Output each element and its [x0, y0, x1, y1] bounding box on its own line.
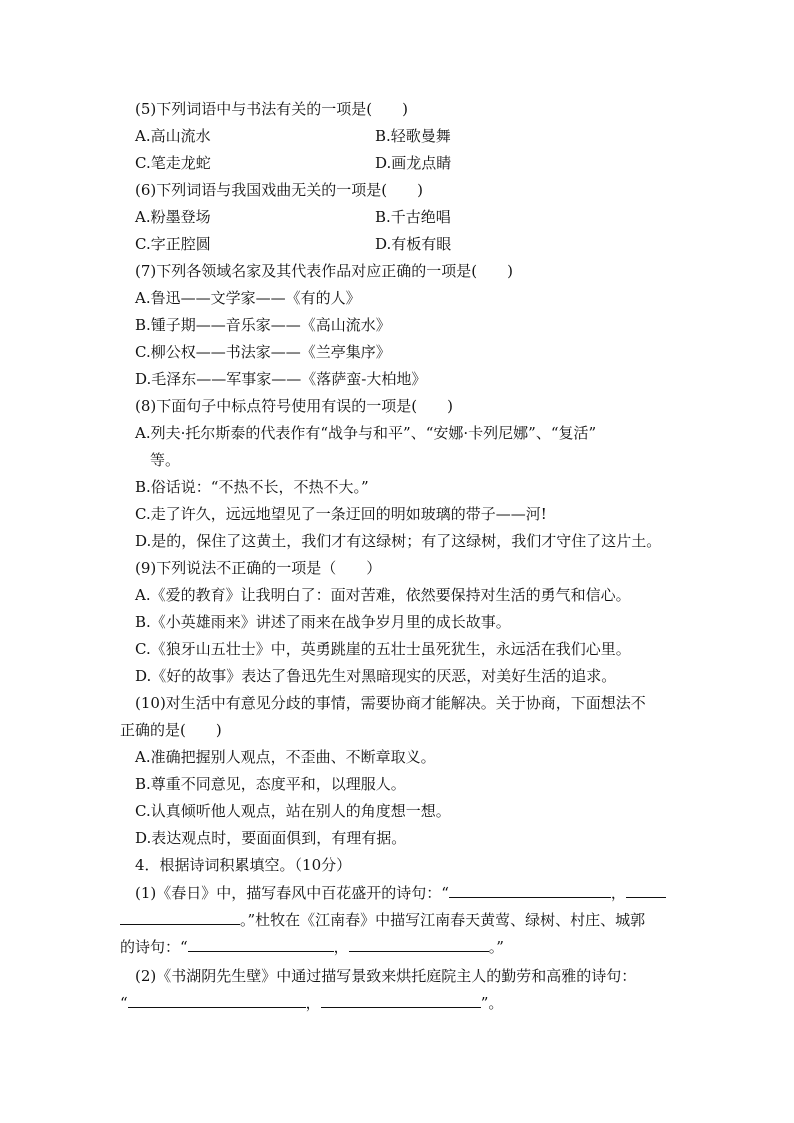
answer-blank-3[interactable] — [188, 937, 334, 952]
section4-title: 4．根据诗词积累填空。（10分） — [135, 856, 352, 874]
poem-1-jiangnan-end: 。” — [488, 938, 504, 956]
q10-option-a: A.准确把握别人观点，不歪曲、不断章取义。 — [135, 748, 436, 766]
q9-option-d: D.《好的故事》表达了鲁迅先生对黑暗现实的厌恶，对美好生活的追求。 — [135, 667, 617, 685]
q8-option-a-continued: 等。 — [150, 451, 181, 469]
q10-option-c: C.认真倾听他人观点，站在别人的角度想一想。 — [135, 802, 451, 820]
q6-option-d: D.有板有眼 — [375, 235, 452, 253]
answer-blank-1[interactable] — [449, 883, 611, 898]
q7-option-c: C.柳公权——书法家——《兰亭集序》 — [135, 343, 391, 361]
q6-option-c: C.字正腔圆 — [135, 235, 211, 253]
poem-1-jiangnan-prompt: 的诗句：“ — [120, 938, 188, 956]
q7-stem: (7)下列各领域名家及其代表作品对应正确的一项是( ) — [135, 262, 513, 280]
poem-question-1-line-1 — [135, 883, 666, 903]
poem-1-jiangnan-comma: ， — [333, 938, 349, 956]
q5-option-a: A.高山流水 — [135, 127, 211, 145]
q6-option-b: B.千古绝唱 — [375, 208, 451, 226]
poem-question-1-line-2 — [120, 910, 645, 930]
poem-question-2-line-2 — [120, 993, 503, 1013]
answer-blank-2-start[interactable] — [626, 883, 666, 898]
q10-option-d: D.表达观点时，要面面俱到，有理有据。 — [135, 829, 407, 847]
q9-option-c: C.《狼牙山五壮士》中，英勇跳崖的五壮士虽死犹生，永远活在我们心里。 — [135, 640, 631, 658]
poem-2-open-quote: “ — [120, 994, 128, 1012]
poem-2-end: ”。 — [480, 994, 504, 1012]
answer-blank-6[interactable] — [321, 993, 481, 1008]
answer-blank-4[interactable] — [349, 937, 489, 952]
poem-1-comma: ， — [610, 884, 626, 902]
q8-option-d: D.是的，保住了这黄土，我们才有这绿树；有了这绿树，我们才守住了这片土。 — [135, 532, 662, 550]
q7-option-a: A.鲁迅——文学家——《有的人》 — [135, 289, 361, 307]
q10-stem-continued: 正确的是( ) — [120, 721, 222, 739]
q10-option-b: B.尊重不同意见，态度平和，以理服人。 — [135, 775, 406, 793]
poem-question-2-line-1: (2)《书湖阴先生壁》中通过描写景致来烘托庭院主人的勤劳和高雅的诗句： — [135, 967, 637, 985]
q8-stem: (8)下面句子中标点符号使用有误的一项是( ) — [135, 397, 453, 415]
q9-option-b: B.《小英雄雨来》讲述了雨来在战争岁月里的成长故事。 — [135, 613, 511, 631]
q7-option-b: B.锺子期——音乐家——《高山流水》 — [135, 316, 391, 334]
poem-1-prompt: (1)《春日》中，描写春风中百花盛开的诗句：“ — [135, 884, 449, 902]
q10-stem: (10)对生活中有意见分歧的事情，需要协商才能解决。关于协商，下面想法不 — [135, 694, 646, 712]
q5-option-c: C.笔走龙蛇 — [135, 154, 211, 172]
poem-question-1-line-3 — [120, 937, 504, 957]
q6-stem: (6)下列词语与我国戏曲无关的一项是( ) — [135, 181, 423, 199]
answer-blank-5[interactable] — [128, 993, 306, 1008]
q8-option-b: B.俗话说：“不热不长，不热不大。” — [135, 478, 369, 496]
answer-blank-2-end[interactable] — [120, 910, 240, 925]
q5-stem: (5)下列词语中与书法有关的一项是( ) — [135, 100, 408, 118]
q9-option-a: A.《爱的教育》让我明白了：面对苦难，依然要保持对生活的勇气和信心。 — [135, 586, 631, 604]
q8-option-a: A.列夫·托尔斯泰的代表作有“战争与和平”、“安娜·卡列尼娜”、“复活” — [135, 424, 597, 442]
q5-option-b: B.轻歌曼舞 — [375, 127, 451, 145]
q5-option-d: D.画龙点睛 — [375, 154, 452, 172]
q7-option-d: D.毛泽东——军事家——《落萨蛮-大柏地》 — [135, 370, 427, 388]
poem-2-comma: ， — [305, 994, 321, 1012]
q6-option-a: A.粉墨登场 — [135, 208, 211, 226]
poem-1-continued: 。”杜牧在《江南春》中描写江南春天黄莺、绿树、村庄、城郭 — [240, 911, 646, 929]
q9-stem: (9)下列说法不正确的一项是（ ） — [135, 559, 382, 577]
q8-option-c: C.走了许久，远远地望见了一条迂回的明如玻璃的带子——河! — [135, 505, 547, 523]
